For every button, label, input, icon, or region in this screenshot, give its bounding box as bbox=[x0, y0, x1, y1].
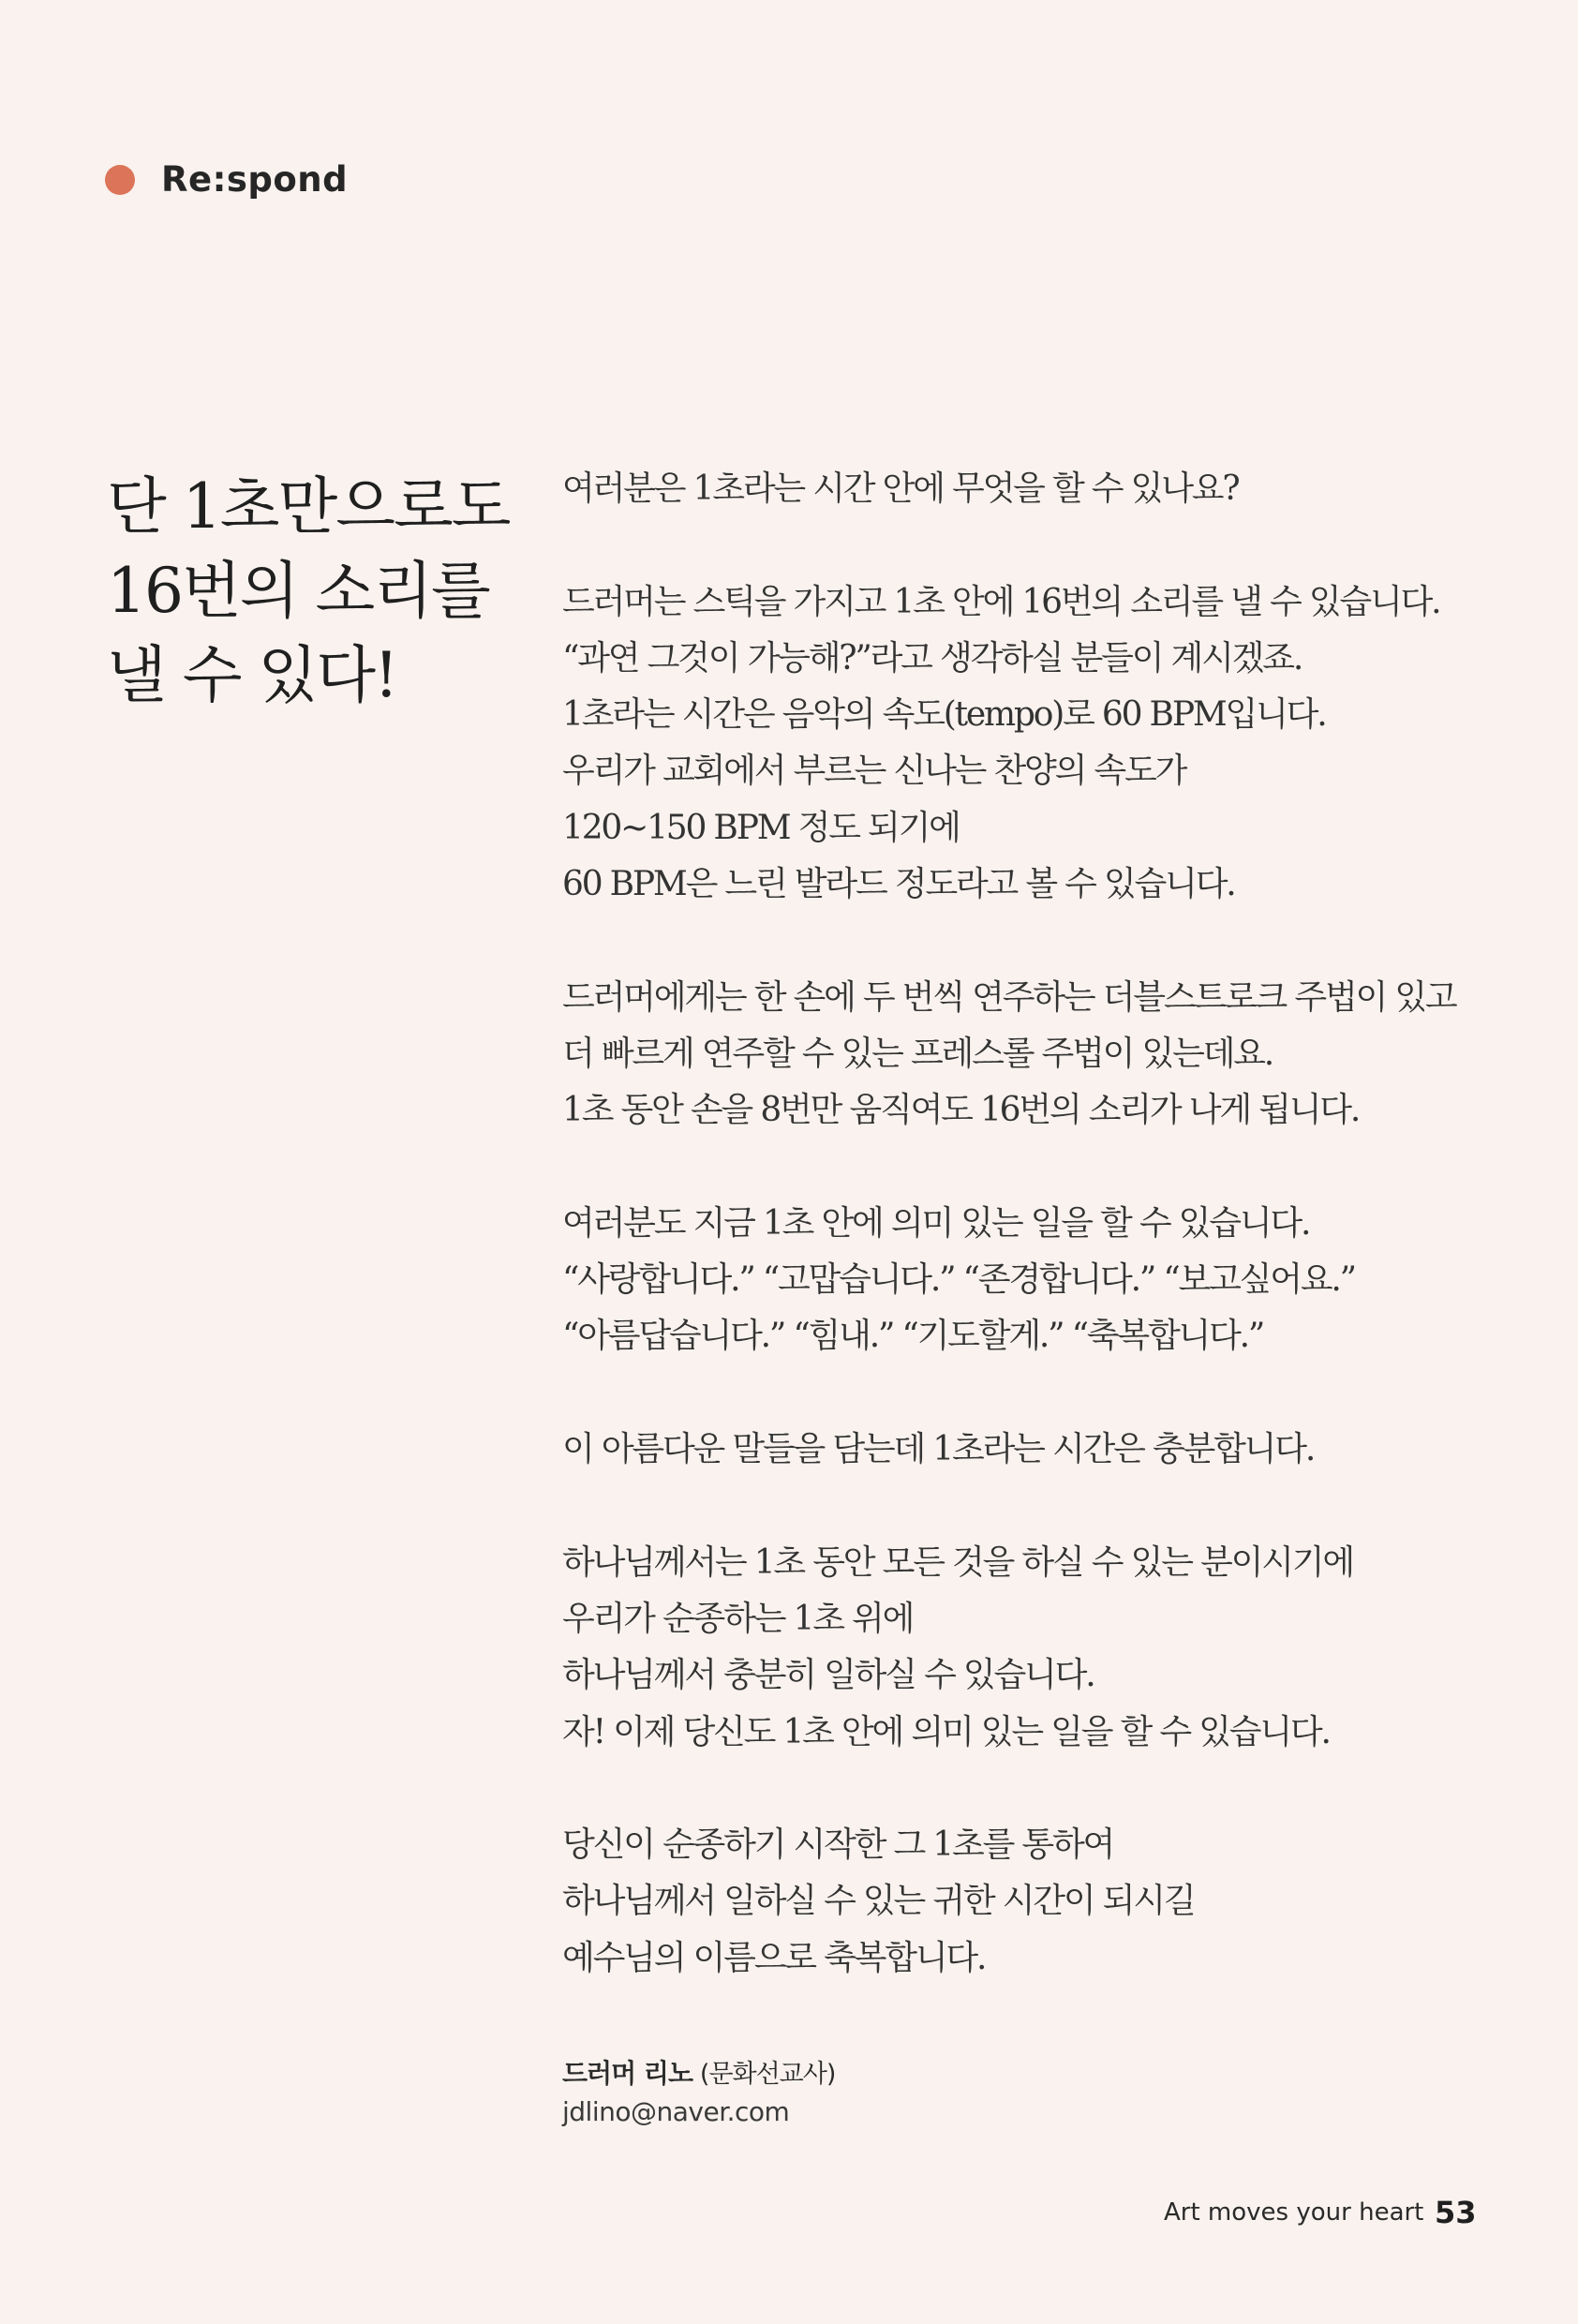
body-line: 우리가 순종하는 1초 위에 bbox=[562, 1599, 914, 1638]
author-byline bbox=[562, 2055, 835, 2093]
section-tag bbox=[105, 159, 348, 200]
body-line: 하나님께서는 1초 동안 모든 것을 하실 수 있는 분이시기에 bbox=[562, 1542, 1353, 1582]
body-line: 예수님의 이름으로 축복합니다. bbox=[562, 1938, 986, 1977]
body-line: “과연 그것이 가능해?”라고 생각하실 분들이 계시겠죠. bbox=[562, 638, 1303, 678]
body-line: 1초라는 시간은 음악의 속도(tempo)로 60 BPM입니다. bbox=[562, 695, 1326, 735]
headline-line: 낼 수 있다! bbox=[107, 639, 397, 711]
body-line: 드러머에게는 한 손에 두 번씩 연주하는 더블스트로크 주법이 있고 bbox=[562, 977, 1456, 1017]
footer-slogan: Art moves your heart bbox=[1164, 2198, 1424, 2227]
body-line: 하나님께서 일하실 수 있는 귀한 시간이 되시길 bbox=[562, 1882, 1195, 1921]
body-line: 자! 이제 당신도 1초 안에 의미 있는 일을 할 수 있습니다. bbox=[562, 1712, 1330, 1751]
headline-line: 단 1초만으로도 bbox=[107, 470, 510, 543]
paragraph bbox=[562, 1535, 1499, 1761]
section-dot bbox=[105, 165, 135, 195]
author-role: (문화선교사) bbox=[699, 2060, 836, 2089]
body-line: 여러분도 지금 1초 안에 의미 있는 일을 할 수 있습니다. bbox=[562, 1203, 1310, 1243]
section-label: Re:spond bbox=[161, 159, 349, 200]
paragraph bbox=[562, 1817, 1499, 1987]
body-line: 여러분은 1초라는 시간 안에 무엇을 할 수 있나요? bbox=[562, 469, 1239, 508]
author-name: 드러머 리노 bbox=[562, 2058, 692, 2089]
body-line: 드러머는 스틱을 가지고 1초 안에 16번의 소리를 낼 수 있습니다. bbox=[562, 582, 1440, 621]
author-block bbox=[562, 2055, 835, 2131]
body-text bbox=[562, 461, 1499, 1987]
body-line: 1초 동안 손을 8번만 움직여도 16번의 소리가 나게 됩니다. bbox=[562, 1091, 1360, 1130]
body-line: 이 아름다운 말들을 담는데 1초라는 시간은 충분합니다. bbox=[562, 1430, 1315, 1469]
headline-line: 16번의 소리를 bbox=[107, 555, 489, 627]
body-line: “아름답습니다.” “힘내.” “기도할게.” “축복합니다.” bbox=[562, 1317, 1264, 1356]
body-line: 당신이 순종하기 시작한 그 1초를 통하여 bbox=[562, 1825, 1114, 1865]
body-line: 하나님께서 충분히 일하실 수 있습니다. bbox=[562, 1656, 1094, 1695]
author-email: jdlino@naver.com bbox=[562, 2096, 790, 2127]
body-line: 우리가 교회에서 부르는 신나는 찬양의 속도가 bbox=[562, 752, 1186, 791]
headline bbox=[107, 465, 547, 718]
body-line: 120~150 BPM 정도 되기에 bbox=[562, 808, 960, 847]
paragraph bbox=[562, 461, 1499, 517]
page-number: 53 bbox=[1435, 2195, 1477, 2230]
body-line: 60 BPM은 느린 발라드 정도라고 볼 수 있습니다. bbox=[562, 865, 1235, 904]
body-line: “사랑합니다.” “고맙습니다.” “존경합니다.” “보고싶어요.” bbox=[562, 1260, 1355, 1300]
paragraph bbox=[562, 1196, 1499, 1365]
paragraph bbox=[562, 1422, 1499, 1478]
paragraph bbox=[562, 970, 1499, 1140]
body-line: 더 빠르게 연주할 수 있는 프레스롤 주법이 있는데요. bbox=[562, 1034, 1273, 1073]
paragraph bbox=[562, 574, 1499, 914]
